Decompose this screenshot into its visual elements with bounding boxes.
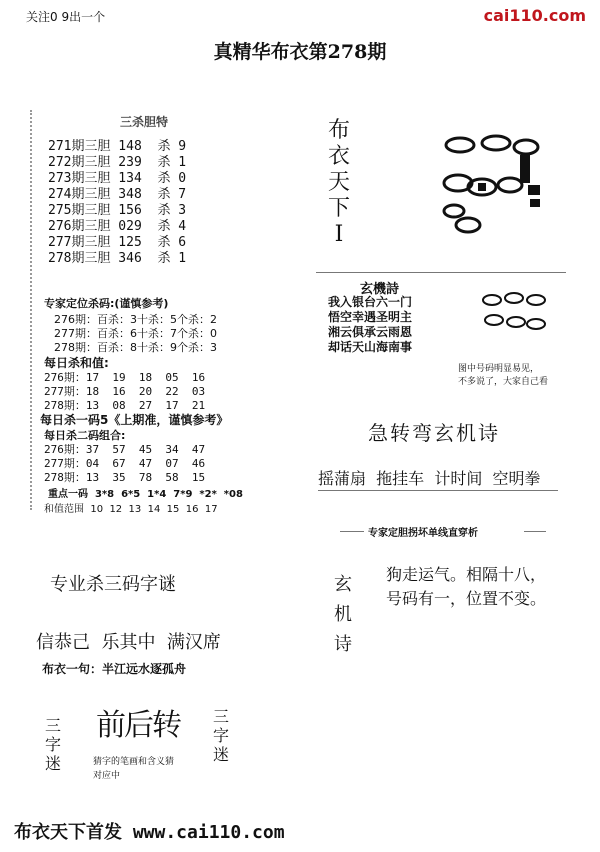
kill-row: 271期三胆 148 杀 9 [48, 139, 187, 154]
pic-note: 图中号码明显易见， [458, 364, 540, 374]
kill-row: 278期三胆 346 杀 1 [48, 251, 187, 266]
phrase-line: 摇蒲扇 拖挂车 计时间 空明拳 [318, 469, 541, 488]
header-note: 关注0 9出一个 [26, 10, 106, 24]
two-code-row: 277期：04 67 47 07 46 [44, 457, 206, 470]
footer-text: 布衣天下首发 www.cai110.com [14, 822, 285, 843]
kill-row: 274期三胆 348 杀 7 [48, 187, 187, 202]
expert-line: 专家定胆拐坏单线直穿析 [368, 528, 478, 539]
kill-row: 277期三胆 125 杀 6 [48, 235, 187, 250]
one-code-line: 每日杀一码5《上期准，谨慎参考》 [40, 413, 229, 427]
kill-row: 276期三胆 029 杀 4 [48, 219, 187, 234]
right-vertical-label: 三 字 迷 [212, 707, 229, 764]
kill-row: 275期三胆 156 杀 3 [48, 203, 187, 218]
expert-row: 276期：百杀：3十杀：5个杀：2 [54, 313, 217, 326]
page-title: 真精华布衣第278期 [213, 41, 387, 63]
pic-note-2: 不多说了，大家自己看 [458, 377, 549, 387]
vertical-title: 布 衣 天 下 I [327, 118, 350, 247]
two-code-row: 276期：37 57 45 34 47 [44, 443, 206, 456]
riddle-center-word: 前后转 [96, 708, 180, 743]
riddle-line: 信恭己 乐其中 满汉席 [36, 632, 221, 653]
riddle-hint: 猜字的笔画和含义猜 [93, 757, 175, 767]
kill-row: 272期三胆 239 杀 1 [48, 155, 187, 170]
poem-line: 湘云俱承云雨恩 [328, 325, 413, 339]
site-logo-text: cai110.com [483, 6, 586, 25]
expert-rule-right [524, 531, 546, 532]
coins-small-illustration-icon [480, 290, 548, 336]
banner-title: 急转弯玄机诗 [368, 421, 500, 445]
sum-row: 276期：17 19 18 05 16 [44, 371, 206, 384]
sum-heading: 每日杀和值: [44, 356, 109, 370]
divider [316, 272, 566, 273]
poem-line: 却话天山海南事 [328, 340, 413, 354]
kill-heading: 三杀胆特 [120, 115, 169, 129]
expert-rule-left [340, 531, 364, 532]
xuanji-vertical-label: 玄 机 诗 [334, 574, 352, 655]
two-code-heading: 每日杀二码组合: [44, 429, 126, 442]
poem-heading: 玄機詩 [360, 282, 400, 297]
coins-illustration-icon [438, 133, 546, 237]
expert-row: 278期：百杀：8十杀：9个杀：3 [54, 341, 217, 354]
sum-row: 277期：18 16 20 22 03 [44, 385, 206, 398]
kill-row: 273期三胆 134 杀 0 [48, 171, 187, 186]
left-vertical-label: 三 字 迷 [44, 716, 61, 773]
phrase-underline [318, 490, 558, 491]
sum-range-line: 和值范围 10 12 13 14 15 16 17 [44, 504, 218, 515]
xuanji-text-1: 狗走运气。相隔十八， [386, 565, 547, 584]
riddle-hint-2: 对应中 [93, 771, 121, 781]
expert-row: 277期：百杀：6十杀：7个杀：0 [54, 327, 217, 340]
sum-row: 278期：13 08 27 17 21 [44, 399, 206, 412]
key-point-line: 重点一码 3*8 6*5 1*4 7*9 *2* *08 [48, 489, 243, 500]
riddle-sentence: 布衣一句：半江远水逐孤舟 [42, 662, 187, 676]
xuanji-text-2: 号码有一，位置不变。 [386, 589, 547, 608]
poem-box [328, 295, 438, 355]
two-code-row: 278期：13 35 78 58 15 [44, 471, 206, 484]
poem-line: 我入银台六一门 [328, 295, 413, 309]
expert-heading: 专家定位杀码:(谨慎参考) [44, 297, 169, 310]
poem-line: 悟空幸遇圣明主 [328, 310, 413, 324]
riddle-heading: 专业杀三码字谜 [50, 574, 176, 595]
